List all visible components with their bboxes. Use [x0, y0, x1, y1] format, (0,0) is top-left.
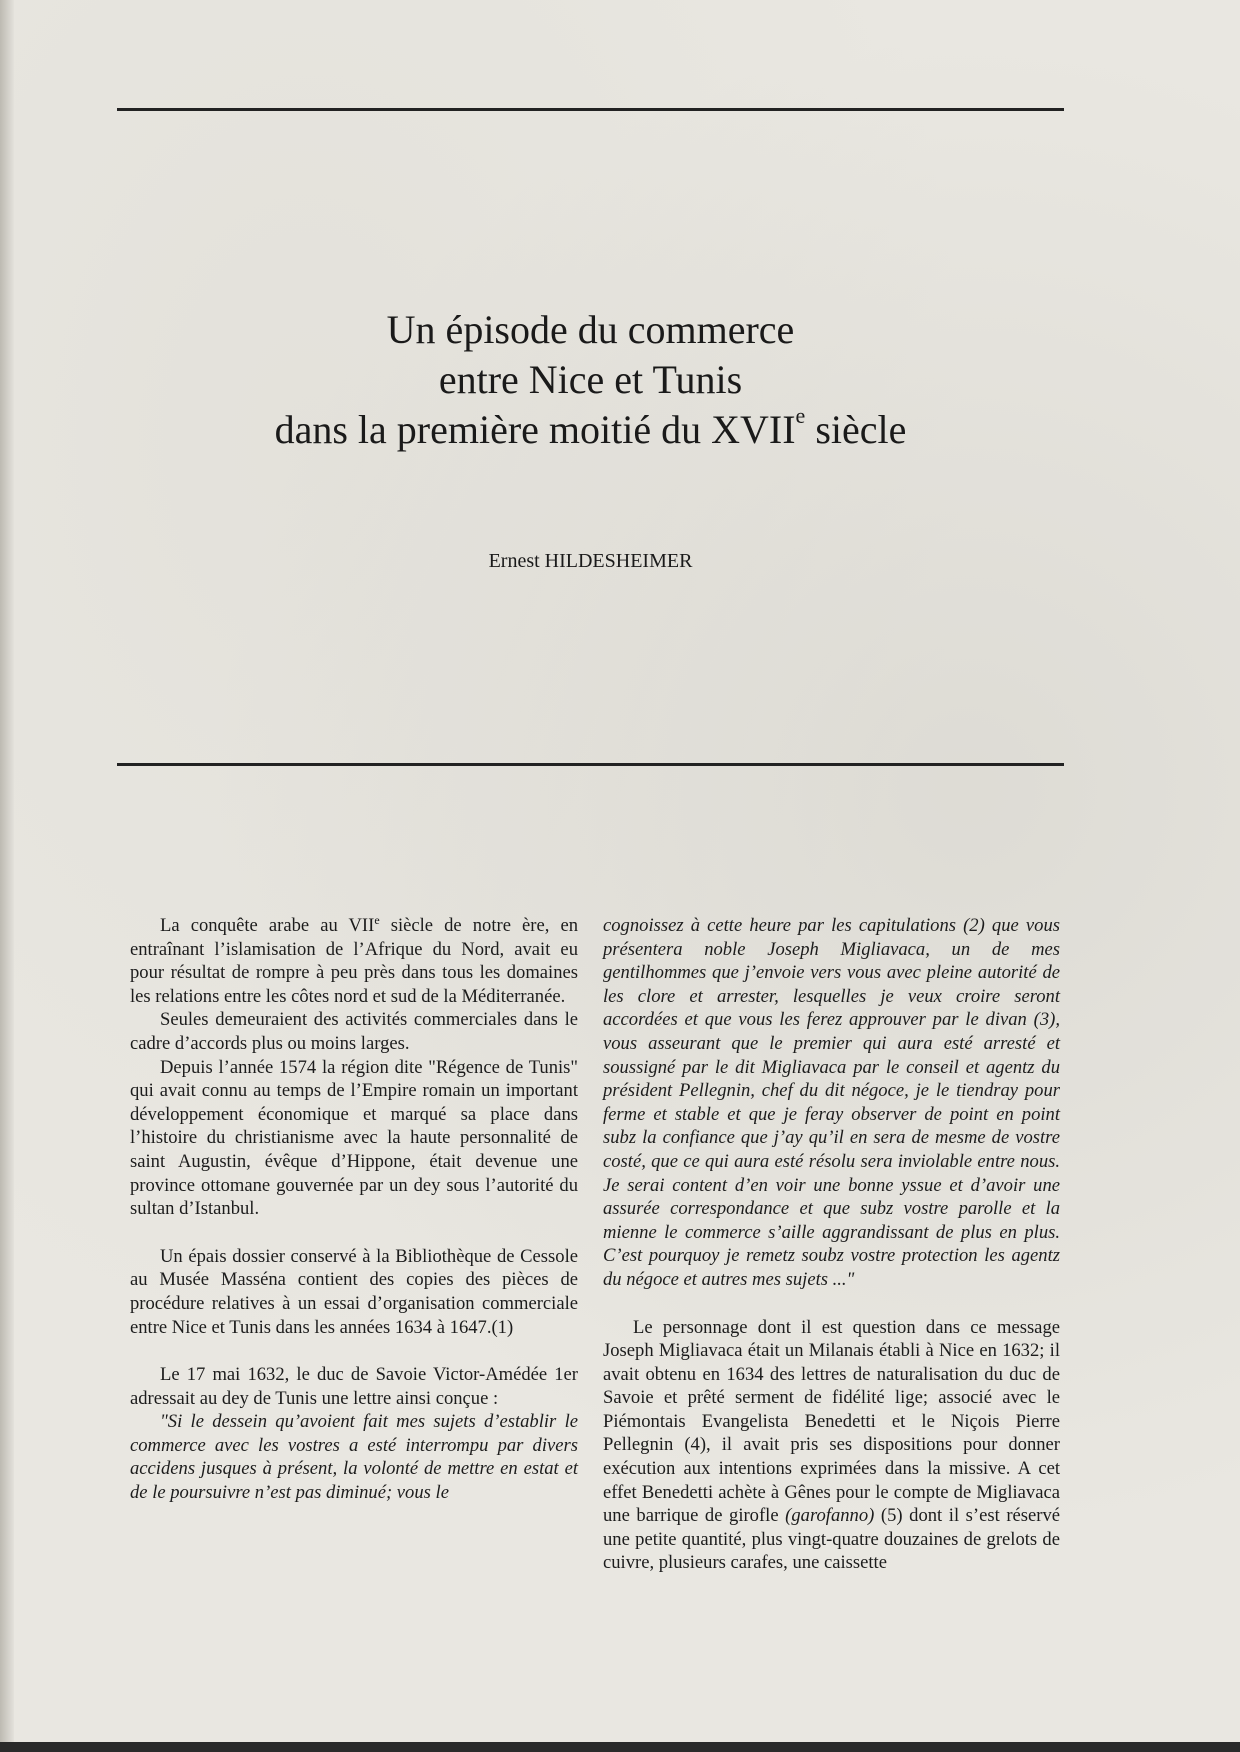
title-line-3 [117, 405, 1064, 455]
title-line-3-end: siècle [805, 407, 907, 452]
page-bottom-edge [0, 1742, 1240, 1752]
top-rule [117, 108, 1064, 111]
paragraph [130, 914, 578, 1008]
page-edge-shadow [0, 0, 14, 1752]
left-column [130, 914, 578, 1505]
middle-rule [117, 763, 1064, 766]
paragraph: Un épais dossier conservé à la Bibliothèque de Cessole au Musée Masséna contient des copies des pièces de procédure relatives à un essai d’organisation commerciale entre Nice et Tunis dans les années 1634 à 1647.(1) [130, 1245, 578, 1338]
paragraph: Seules demeuraient des activités commerciales dans le cadre d’accords plus ou moins larges. [130, 1009, 578, 1054]
paragraph-text: (5) dont il s’est réservé une petite quantité, plus vingt-quatre douzaines de grelots de cuivre, plusieurs carafes, une caissette [603, 1505, 1061, 1574]
right-column [603, 914, 1060, 1575]
letter-quote-continued: cognoissez à cette heure par les capitulations (2) que vous présentera noble Joseph Migliavaca, un de mes gentilhommes que j’envoie vers vous avec pleine autorité de les clore et arrester, lesquelles je veux croire seront accordées et que vous les ferez approuver par le divan (3), vous asseurant que le premier qui aura esté arresté et soussigné par le dit Migliavaca par le conseil et agentz du président Pellegnin, chef du dit négoce, je le tiendray pour ferme et stable et que je feray observer de point en point subz la confiance que j’ay qu’il en sera de mesme de vostre costé, que ce qui aura esté résolu sera inviolable entre nous. Je serai content d’en voir une bonne yssue et d’avoir une assurée correspondance et que subz vostre parolle et la mienne le commerce s’aille aggrandissant de plus en plus. C’est pourquoy je remetz soubz vostre protection les agentz du négoce et autres mes sujets ..." [603, 915, 1060, 1290]
paragraph-text: siècle de notre ère, en entraînant l’islamisation de l’Afrique du Nord, avait eu pour résultat de rompre à peu près dans tous les domaines les relations entre les côtes nord et sud de la Méditerranée. [130, 915, 579, 1007]
title-line-3-text: dans la première moitié du XVII [274, 407, 796, 452]
title-line-2: entre Nice et Tunis [438, 357, 743, 402]
author-name: Ernest HILDESHEIMER [488, 550, 693, 572]
italic-term: (garofanno) [785, 1505, 875, 1527]
superscript: e [374, 913, 380, 927]
letter-quote: "Si le dessein qu’avoient fait mes sujets d’establir le commerce avec les vostres a esté interrompu par divers accidens jusques à présent, la volonté de mettre en estat et de le poursuivre n’est pas diminué; vous le [130, 1411, 578, 1504]
paragraph [603, 1316, 1060, 1576]
paragraph: Le 17 mai 1632, le duc de Savoie Victor-Amédée 1er adressait au dey de Tunis une lettre ainsi conçue : [130, 1364, 578, 1409]
title-line-1: Un épisode du commerce [386, 307, 795, 352]
article-title [117, 305, 1064, 455]
paragraph: Depuis l’année 1574 la région dite "Régence de Tunis" qui avait connu au temps de l’Empire romain un important développement économique et marqué sa place dans l’histoire du christianisme avec la haute personnalité de saint Augustin, évêque d’Hippone, était devenue une province ottomane gouvernée par un dey sous l’autorité du sultan d’Istanbul. [130, 1056, 578, 1220]
paragraph-text: La conquête arabe au VII [160, 915, 375, 936]
title-superscript: e [795, 403, 806, 428]
paragraph-text: Le personnage dont il est question dans ce message Joseph Migliavaca était un Milanais établi à Nice en 1632; il avait obtenu en 1634 des lettres de naturalisation du duc de Savoie et prêté serment de fidélité lige; associé avec le Piémontais Evangelista Benedetti et le Niçois Pierre Pellegnin (4), il avait pris ses dispositions pour donner exécution aux intentions exprimées dans la missive. A cet effet Benedetti achète à Gênes pour le compte de Migliavaca une barrique de girofle [603, 1316, 1060, 1527]
